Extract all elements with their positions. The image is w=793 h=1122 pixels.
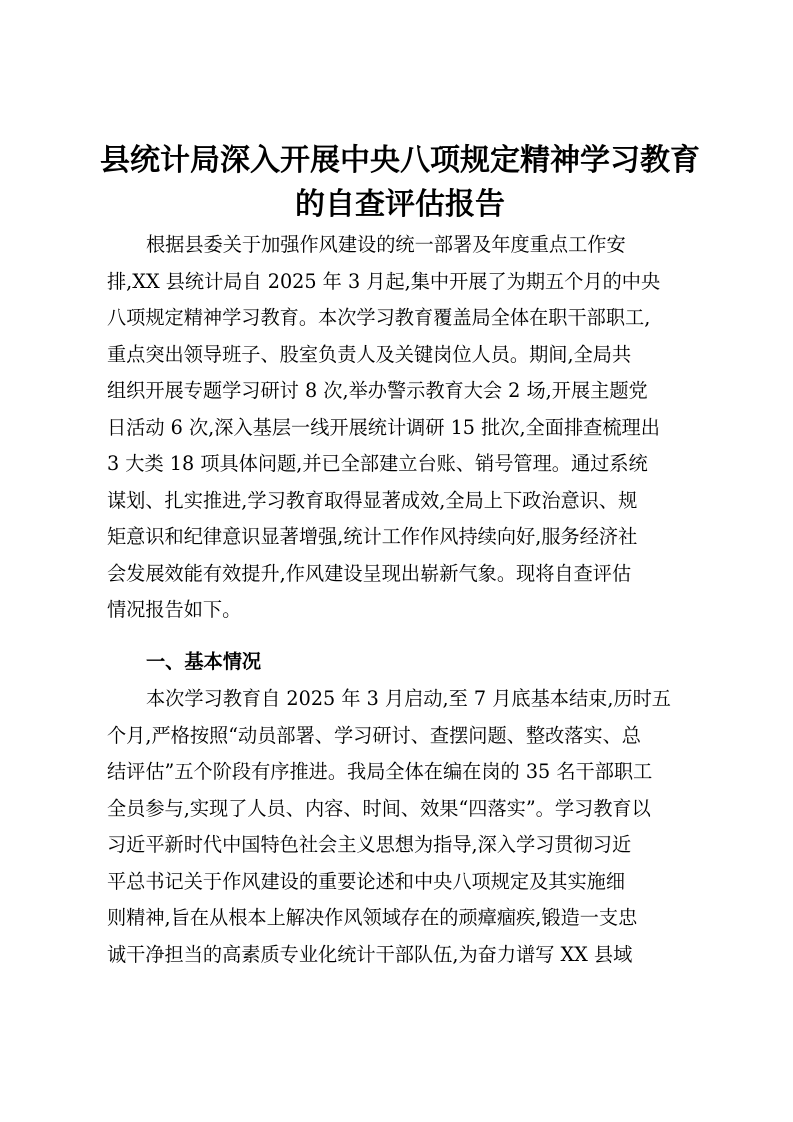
paragraph-line: 情况报告如下。 [107, 598, 242, 621]
paragraph-line: 谋划、扎实推进,学习教育取得显著成效,全局上下政治意识、规 [107, 488, 638, 512]
paragraph-line: 八项规定精神学习教育。本次学习教育覆盖局全体在职干部职工, [107, 306, 651, 329]
paragraph-line: 全员参与,实现了人员、内容、时间、效果“四落实”。学习教育以 [107, 796, 651, 820]
paragraph-line: 矩意识和纪律意识显著增强,统计工作作风持续向好,服务经济社 [107, 525, 638, 548]
paragraph-line: 习近平新时代中国特色社会主义思想为指导,深入学习贯彻习近 [107, 833, 632, 856]
paragraph-line: 则精神,旨在从根本上解决作风领域存在的顽瘴痼疾,锻造一支忠 [107, 906, 638, 929]
paragraph-line: 诚干净担当的高素质专业化统计干部队伍,为奋力谱写 XX 县域 [107, 942, 633, 966]
document-title-line-1: 县统计局深入开展中央八项规定精神学习教育 [100, 143, 700, 178]
paragraph-line: 结评估”五个阶段有序推进。我局全体在编在岗的 35 名干部职工 [107, 760, 653, 783]
section-heading-basic-situation: 一、基本情况 [146, 650, 262, 673]
paragraph-line: 3 大类 18 项具体问题,并已全部建立台账、销号管理。通过系统 [107, 452, 648, 475]
paragraph-line: 根据县委关于加强作风建设的统一部署及年度重点工作安 [146, 233, 626, 256]
paragraph-line: 组织开展专题学习研讨 8 次,举办警示教育大会 2 场,开展主题党 [107, 379, 648, 402]
document-title-line-2: 的自查评估报告 [295, 187, 505, 222]
paragraph-line: 排,XX 县统计局自 2025 年 3 月起,集中开展了为期五个月的中央 [107, 269, 661, 293]
basic-situation-paragraph [107, 681, 687, 973]
paragraph-line: 重点突出领导班子、股室负责人及关键岗位人员。期间,全局共 [107, 342, 632, 366]
paragraph-line: 平总书记关于作风建设的重要论述和中央八项规定及其实施细 [107, 869, 626, 893]
paragraph-line: 日活动 6 次,深入基层一线开展统计调研 15 批次,全面排查梳理出 [107, 415, 660, 439]
paragraph-line: 会发展效能有效提升,作风建设呈现出崭新气象。现将自查评估 [107, 561, 632, 585]
paragraph-line: 本次学习教育自 2025 年 3 月启动,至 7 月底基本结束,历时五 [146, 687, 671, 710]
intro-paragraph [107, 227, 687, 629]
paragraph-line: 个月,严格按照“动员部署、学习研讨、查摆问题、整改落实、总 [107, 723, 641, 747]
